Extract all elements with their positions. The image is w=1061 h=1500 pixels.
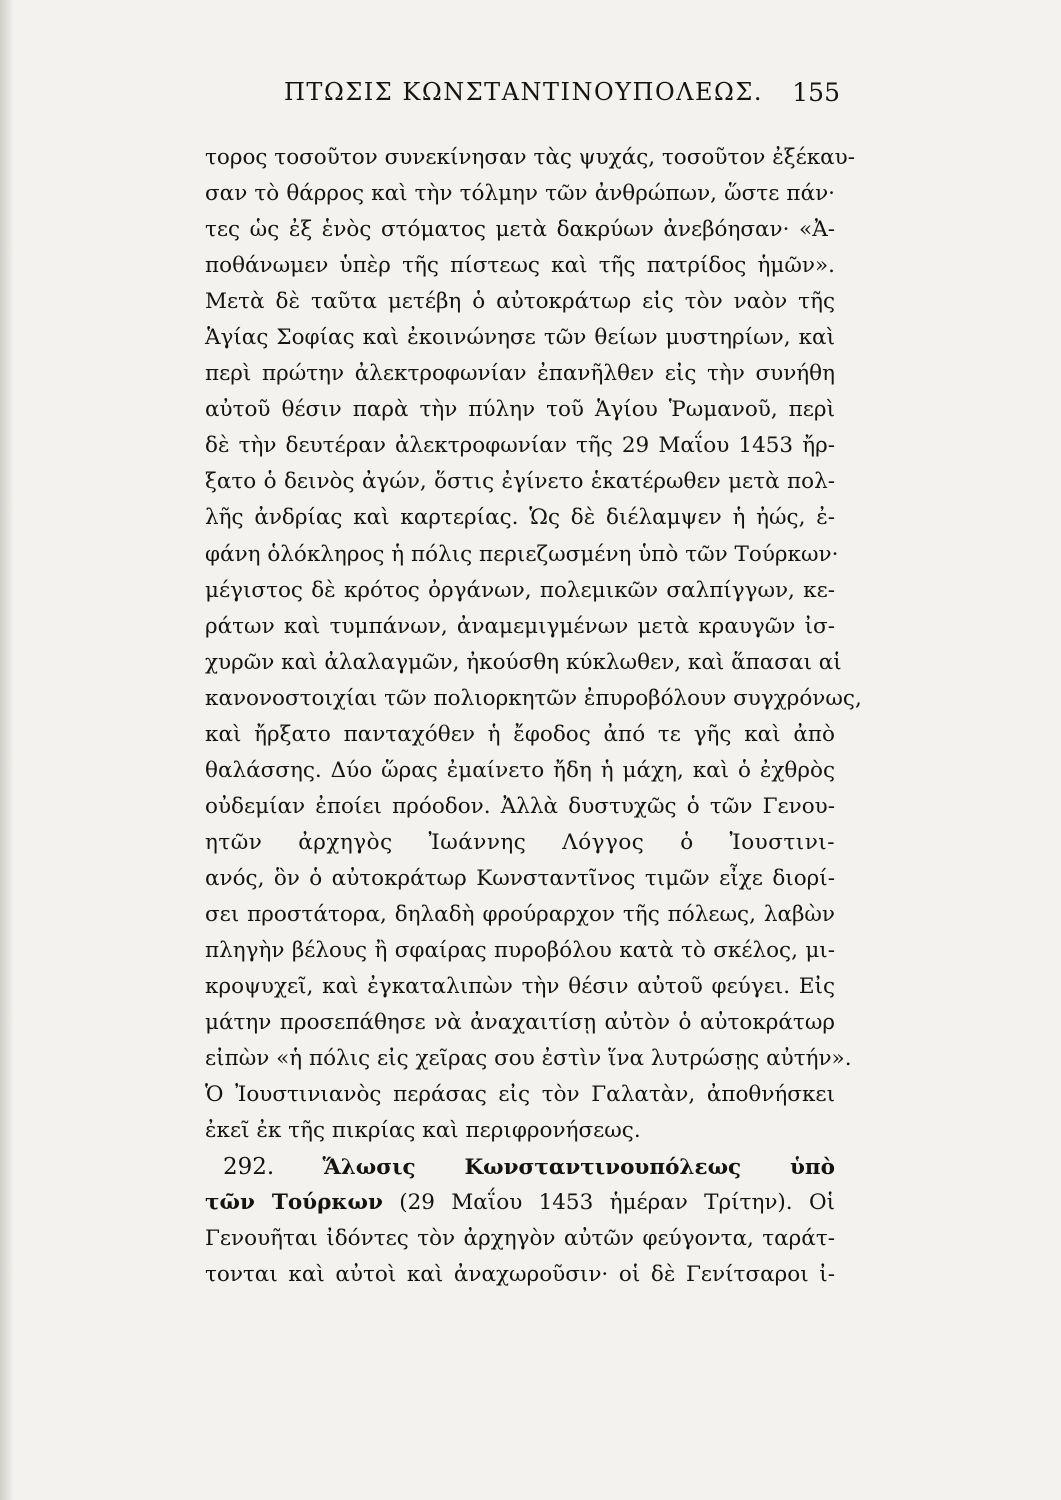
- text-line: Γενουῆται ἰδόντες τὸν ἀρχηγὸν αὐτῶν φεύγοντα, ταράτ-: [205, 1226, 835, 1252]
- text-line: αὐτοῦ θέσιν παρὰ τὴν πύλην τοῦ Ἁγίου Ῥωμανοῦ, περὶ: [205, 397, 835, 423]
- page-number: 155: [792, 78, 840, 107]
- text-line: λῆς ἀνδρίας καὶ καρτερίας. Ὡς δὲ διέλαμψεν ἡ ἠώς, ἐ-: [205, 505, 835, 531]
- body-text: [205, 140, 862, 1294]
- text-line: Ὁ Ἰουστινιανὸς περάσας εἰς τὸν Γαλατὰν, ἀποθνήσκει: [205, 1082, 835, 1108]
- text-line: θαλάσσης. Δύο ὥρας ἐμαίνετο ἤδη ἡ μάχη, καὶ ὁ ἐχθρὸς: [205, 757, 835, 783]
- section-date: (29 Μαΐου 1453 ἡμέραν Τρίτην). Οἱ: [399, 1190, 835, 1216]
- text-line: σαν τὸ θάρρος καὶ τὴν τόλμην τῶν ἀνθρώπων, ὥστε πάν·: [205, 181, 835, 207]
- text-line: τονται καὶ αὐτοὶ καὶ ἀναχωροῦσιν· οἱ δὲ Γενίτσαροι ἰ-: [205, 1262, 835, 1288]
- text-line: σει προστάτορα, δηλαδὴ φρούραρχον τῆς πόλεως, λαβὼν: [205, 901, 835, 927]
- text-line: Ἁγίας Σοφίας καὶ ἐκοινώνησε τῶν θείων μυστηρίων, καὶ: [205, 325, 835, 351]
- text-line: ξατο ὁ δεινὸς ἀγών, ὅστις ἐγίνετο ἑκατέρωθεν μετὰ πολ-: [205, 469, 835, 495]
- text-line: δὲ τὴν δευτέραν ἀλεκτροφωνίαν τῆς 29 Μαΐου 1453 ἤρ-: [205, 433, 835, 459]
- text-line: ανός, ὃν ὁ αὐτοκράτωρ Κωνσταντῖνος τιμῶν εἶχε διορί-: [205, 865, 835, 891]
- text-line: ράτων καὶ τυμπάνων, ἀναμεμιγμένων μετὰ κραυγῶν ἰσ-: [205, 613, 835, 639]
- text-line: χυρῶν καὶ ἀλαλαγμῶν, ἠκούσθη κύκλωθεν, καὶ ἅπασαι αἱ: [205, 649, 842, 675]
- section-heading-line: [205, 1149, 835, 1185]
- page-header: [200, 78, 840, 118]
- text-line: ητῶν ἀρχηγὸς Ἰωάννης Λόγγος ὁ Ἰουστινι-: [205, 829, 835, 855]
- section-title: Ἅλωσις Κωνσταντινουπόλεως ὑπὸ: [322, 1155, 835, 1181]
- text-line: πληγὴν βέλους ἢ σφαίρας πυροβόλου κατὰ τὸ σκέλος, μι-: [205, 938, 835, 964]
- text-line: οὐδεμίαν ἐποίει πρόοδον. Ἀλλὰ δυστυχῶς ὁ τῶν Γενου-: [205, 793, 835, 819]
- section-title-cont: τῶν Τούρκων: [205, 1190, 383, 1216]
- text-line: κανονοστοιχίαι τῶν πολιορκητῶν ἐπυροβόλουν συγχρόνως,: [205, 685, 862, 711]
- page-edge-shadow: [0, 0, 14, 1500]
- text-line: μέγιστος δὲ κρότος ὀργάνων, πολεμικῶν σαλπίγγων, κε-: [205, 577, 835, 603]
- text-line: τες ὡς ἐξ ἑνὸς στόματος μετὰ δακρύων ἀνεβόησαν· «Ἀ-: [205, 217, 835, 243]
- text-line: φάνη ὁλόκληρος ἡ πόλις περιεζωσμένη ὑπὸ τῶν Τούρκων·: [205, 541, 839, 567]
- text-line: καὶ ἤρξατο πανταχόθεν ἡ ἔφοδος ἀπό τε γῆς καὶ ἀπὸ: [205, 721, 835, 747]
- text-line: τορος τοσοῦτον συνεκίνησαν τὰς ψυχάς, τοσοῦτον ἐξέκαυ-: [205, 145, 855, 170]
- text-line: κροψυχεῖ, καὶ ἐγκαταλιπὼν τὴν θέσιν αὐτοῦ φεύγει. Εἰς: [205, 974, 835, 1000]
- text-line: ἐκεῖ ἐκ τῆς πικρίας καὶ περιφρονήσεως.: [205, 1118, 641, 1144]
- text-line: μάτην προσεπάθησε νὰ ἀναχαιτίσῃ αὐτὸν ὁ αὐτοκράτωρ: [205, 1010, 835, 1036]
- section-number: 292.: [223, 1154, 275, 1181]
- text-line: Μετὰ δὲ ταῦτα μετέβη ὁ αὐτοκράτωρ εἰς τὸν ναὸν τῆς: [205, 289, 835, 315]
- text-line: ποθάνωμεν ὑπὲρ τῆς πίστεως καὶ τῆς πατρίδος ἡμῶν».: [205, 253, 835, 279]
- section-heading-line: [205, 1185, 835, 1221]
- text-line: εἰπὼν «ἡ πόλις εἰς χεῖρας σου ἐστὶν ἵνα λυτρώσῃς αὐτήν».: [205, 1046, 852, 1072]
- running-title: ΠΤΩΣΙΣ ΚΩΝΣΤΑΝΤΙΝΟΥΠΟΛΕΩΣ.: [284, 78, 763, 106]
- text-line: περὶ πρώτην ἀλεκτροφωνίαν ἐπανῆλθεν εἰς τὴν συνήθη: [205, 361, 835, 387]
